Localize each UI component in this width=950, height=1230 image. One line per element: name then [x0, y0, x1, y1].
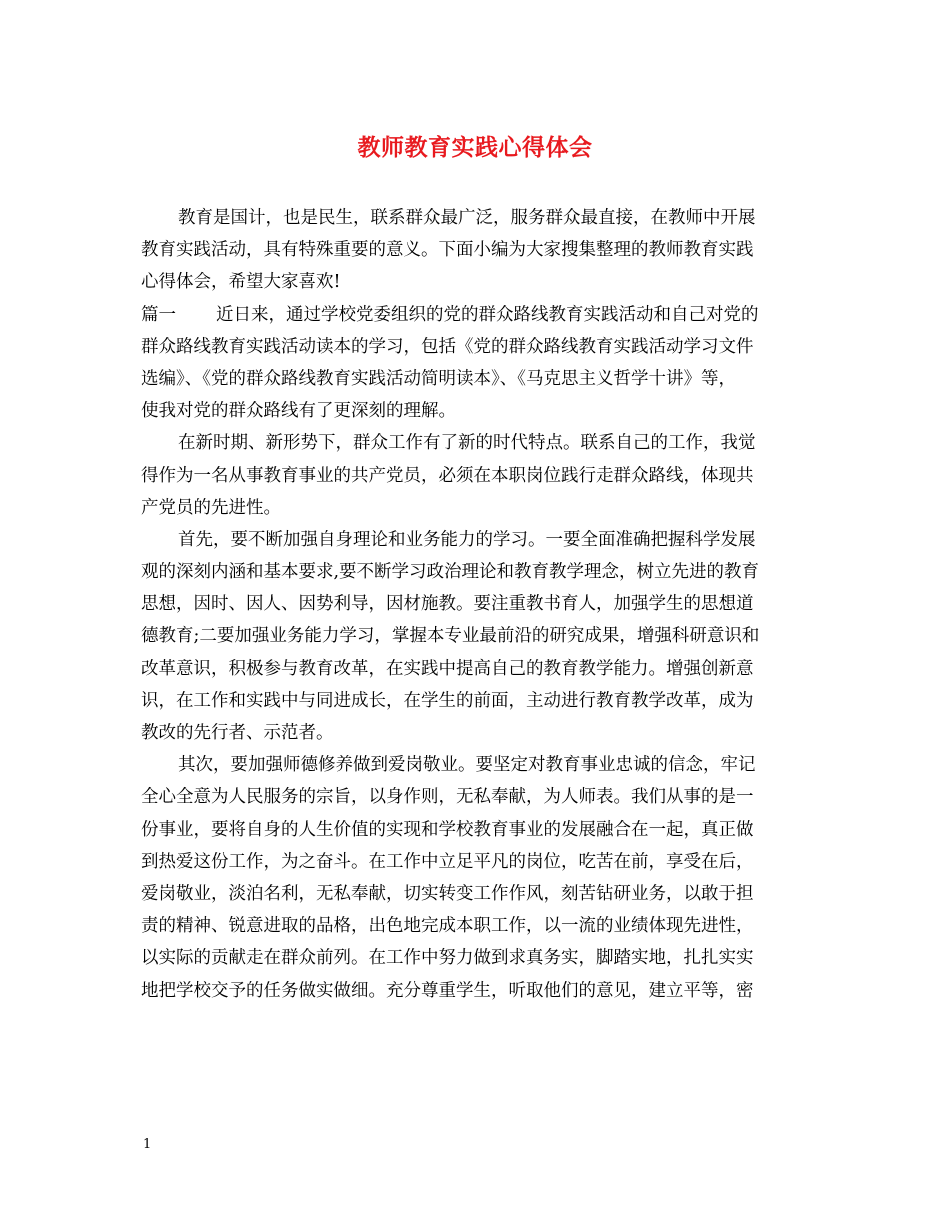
paragraph-line: 产党员的先进性。 — [141, 497, 281, 518]
paragraph-line: 以实际的贡献走在群众前列。在工作中努力做到求真务实，脚踏实地，扎扎实实 — [141, 948, 754, 969]
paragraph-line: 责的精神、锐意进取的品格，出色地完成本职工作，以一流的业绩体现先进性， — [141, 916, 754, 937]
paragraph-line: 其次，要加强师德修养做到爱岗敬业。要坚定对教育事业忠诚的信念，牢记 — [178, 755, 756, 776]
paragraph-line: 爱岗敬业，淡泊名利，无私奉献，切实转变工作作风，刻苦钻研业务，以敢于担 — [141, 883, 754, 904]
paragraph-line: 首先，要不断加强自身理论和业务能力的学习。一要全面准确把握科学发展 — [178, 529, 756, 550]
paragraph-line: 地把学校交予的任务做实做细。充分尊重学生，听取他们的意见，建立平等，密 — [141, 980, 754, 1001]
paragraph-line — [141, 299, 819, 331]
paragraph-line: 心得体会，希望大家喜欢! — [141, 272, 341, 293]
paragraph-line: 教改的先行者、示范者。 — [141, 723, 334, 743]
paragraph-line: 思想，因时、因人、因势利导，因材施教。要注重教书育人，加强学生的思想道 — [141, 594, 754, 615]
paragraph-line: 观的深刻内涵和基本要求,要不断学习政治理论和教育教学理念，树立先进的教育 — [141, 562, 760, 583]
paragraph-line: 份事业，要将自身的人生价值的实现和学校教育事业的发展融合在一起，真正做 — [141, 819, 754, 840]
paragraph-line: 群众路线教育实践活动读本的学习，包括《党的群众路线教育实践活动学习文件 — [141, 336, 754, 357]
paragraph-line: 全心全意为人民服务的宗旨，以身作则，无私奉献，为人师表。我们从事的是一 — [141, 787, 754, 808]
paragraph-line: 识，在工作和实践中与同进成长，在学生的前面，主动进行教育教学改革，成为 — [141, 690, 754, 711]
paragraph-line: 选编》、《党的群众路线教育实践活动简明读本》、《马克思主义哲学十讲》等， — [141, 368, 736, 389]
paragraph-line: 得作为一名从事教育事业的共产党员，必须在本职岗位践行走群众路线，体现共 — [141, 465, 754, 486]
paragraph-line-text: 近日来，通过学校党委组织的党的群众路线教育实践活动和自己对党的 — [216, 304, 759, 325]
paragraph-line: 改革意识，积极参与教育改革，在实践中提高自己的教育教学能力。增强创新意 — [141, 658, 754, 679]
paragraph-line: 教育是国计，也是民生，联系群众最广泛，服务群众最直接，在教师中开展 — [178, 208, 756, 228]
section-label: 篇一 — [141, 304, 176, 325]
page-number: 1 — [143, 1137, 152, 1152]
paragraph-line: 使我对党的群众路线有了更深刻的理解。 — [141, 401, 456, 422]
paragraph-line: 在新时期、新形势下，群众工作有了新的时代特点。联系自己的工作，我觉 — [178, 433, 756, 454]
document-body — [141, 202, 819, 1007]
paragraph-line: 教育实践活动，具有特殊重要的意义。下面小编为大家搜集整理的教师教育实践 — [141, 240, 754, 261]
paragraph-line: 德教育;二要加强业务能力学习，掌握本专业最前沿的研究成果，增强科研意识和 — [141, 626, 760, 647]
document-title: 教师教育实践心得体会 — [357, 134, 593, 161]
paragraph-line: 到热爱这份工作，为之奋斗。在工作中立足平凡的岗位，吃苦在前，享受在后， — [141, 851, 754, 872]
